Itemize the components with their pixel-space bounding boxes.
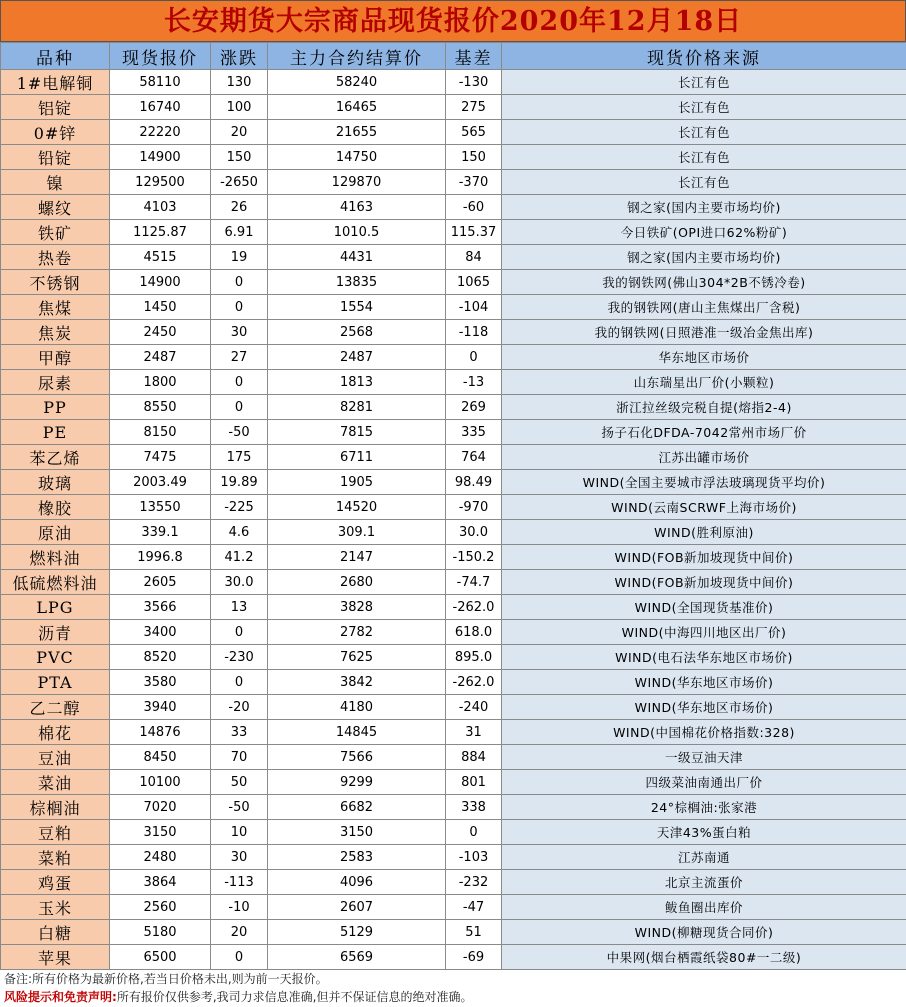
table-row	[1, 945, 906, 970]
table-row	[1, 470, 906, 495]
settlement-price: 2487	[268, 345, 446, 370]
basis: 115.37	[446, 220, 502, 245]
settlement-price: 6569	[268, 945, 446, 970]
price-source: 山东瑞星出厂价(小颗粒)	[502, 370, 906, 395]
price-change: 6.91	[211, 220, 268, 245]
spot-price: 4515	[110, 245, 211, 270]
price-change: 150	[211, 145, 268, 170]
spot-price: 16740	[110, 95, 211, 120]
disclaimer-label: 风险提示和免责声明:	[4, 990, 117, 1004]
table-row	[1, 545, 906, 570]
spot-price: 58110	[110, 70, 211, 95]
table-row	[1, 845, 906, 870]
product-name: PVC	[1, 645, 110, 670]
price-source: 24°棕榈油:张家港	[502, 795, 906, 820]
price-change: 30	[211, 845, 268, 870]
table-row	[1, 520, 906, 545]
product-name: 镍	[1, 170, 110, 195]
spot-price: 2450	[110, 320, 211, 345]
column-header: 基差	[446, 43, 502, 70]
product-name: 1#电解铜	[1, 70, 110, 95]
price-source: 我的钢铁网(日照港准一级冶金焦出库)	[502, 320, 906, 345]
settlement-price: 309.1	[268, 520, 446, 545]
settlement-price: 1010.5	[268, 220, 446, 245]
product-name: 玻璃	[1, 470, 110, 495]
product-name: PTA	[1, 670, 110, 695]
column-header: 主力合约结算价	[268, 43, 446, 70]
basis: 84	[446, 245, 502, 270]
product-name: 菜油	[1, 770, 110, 795]
spot-price: 3400	[110, 620, 211, 645]
settlement-price: 7625	[268, 645, 446, 670]
price-change: 20	[211, 920, 268, 945]
price-change: 0	[211, 395, 268, 420]
spot-price: 22220	[110, 120, 211, 145]
product-name: 鸡蛋	[1, 870, 110, 895]
column-header: 现货价格来源	[502, 43, 906, 70]
basis: 98.49	[446, 470, 502, 495]
basis: -13	[446, 370, 502, 395]
price-source: WIND(华东地区市场价)	[502, 670, 906, 695]
price-change: -50	[211, 795, 268, 820]
price-change: 19.89	[211, 470, 268, 495]
price-change: 50	[211, 770, 268, 795]
column-header: 现货报价	[110, 43, 211, 70]
product-name: 螺纹	[1, 195, 110, 220]
basis: 565	[446, 120, 502, 145]
settlement-price: 2583	[268, 845, 446, 870]
product-name: 豆油	[1, 745, 110, 770]
price-source: 今日铁矿(OPI进口62%粉矿)	[502, 220, 906, 245]
table-row	[1, 745, 906, 770]
basis: -262.0	[446, 595, 502, 620]
basis: -240	[446, 695, 502, 720]
basis: 1065	[446, 270, 502, 295]
settlement-price: 2568	[268, 320, 446, 345]
basis: -118	[446, 320, 502, 345]
column-header: 涨跌	[211, 43, 268, 70]
price-change: 130	[211, 70, 268, 95]
basis: -47	[446, 895, 502, 920]
price-change: 0	[211, 295, 268, 320]
spot-price: 2480	[110, 845, 211, 870]
price-source: 华东地区市场价	[502, 345, 906, 370]
price-source: 中果网(烟台栖霞纸袋80#一二级)	[502, 945, 906, 970]
product-name: 铁矿	[1, 220, 110, 245]
basis: 31	[446, 720, 502, 745]
price-change: 26	[211, 195, 268, 220]
table-row	[1, 270, 906, 295]
basis: 801	[446, 770, 502, 795]
price-source: WIND(柳糖现货合同价)	[502, 920, 906, 945]
price-source: 天津43%蛋白粕	[502, 820, 906, 845]
product-name: 白糖	[1, 920, 110, 945]
spot-price: 10100	[110, 770, 211, 795]
spot-price: 6500	[110, 945, 211, 970]
table-row	[1, 70, 906, 95]
product-name: 原油	[1, 520, 110, 545]
table-row	[1, 645, 906, 670]
table-row	[1, 870, 906, 895]
table-row	[1, 620, 906, 645]
product-name: 铝锭	[1, 95, 110, 120]
price-source: 我的钢铁网(佛山304*2B不锈冷卷)	[502, 270, 906, 295]
basis: -103	[446, 845, 502, 870]
table-row	[1, 195, 906, 220]
price-change: 0	[211, 620, 268, 645]
table-row	[1, 170, 906, 195]
product-name: 棉花	[1, 720, 110, 745]
settlement-price: 7815	[268, 420, 446, 445]
product-name: 玉米	[1, 895, 110, 920]
price-source: WIND(FOB新加坡现货中间价)	[502, 545, 906, 570]
basis: -232	[446, 870, 502, 895]
basis: -104	[446, 295, 502, 320]
table-row	[1, 595, 906, 620]
settlement-price: 6711	[268, 445, 446, 470]
price-source: 北京主流蛋价	[502, 870, 906, 895]
price-source: 长江有色	[502, 70, 906, 95]
basis: 764	[446, 445, 502, 470]
settlement-price: 16465	[268, 95, 446, 120]
column-header: 品种	[1, 43, 110, 70]
product-name: 不锈钢	[1, 270, 110, 295]
spot-price: 2560	[110, 895, 211, 920]
disclaimer-text: 所有报价仅供参考,我司力求信息准确,但并不保证信息的绝对准确。	[116, 990, 473, 1004]
table-row	[1, 445, 906, 470]
spot-price: 8550	[110, 395, 211, 420]
price-change: 0	[211, 670, 268, 695]
basis: 0	[446, 345, 502, 370]
table-row	[1, 795, 906, 820]
price-change: -2650	[211, 170, 268, 195]
product-name: 豆粕	[1, 820, 110, 845]
spot-price: 129500	[110, 170, 211, 195]
price-change: -50	[211, 420, 268, 445]
basis: 269	[446, 395, 502, 420]
price-change: 33	[211, 720, 268, 745]
spot-price: 1996.8	[110, 545, 211, 570]
note-text: 备注:所有价格为最新价格,若当日价格未出,则为前一天报价。	[4, 972, 328, 986]
product-name: 橡胶	[1, 495, 110, 520]
basis: 275	[446, 95, 502, 120]
price-change: -10	[211, 895, 268, 920]
product-name: 低硫燃料油	[1, 570, 110, 595]
sheet-title: 长安期货大宗商品现货报价2020年12月18日	[0, 0, 906, 42]
price-source: 浙江拉丝级完税自提(熔指2-4)	[502, 395, 906, 420]
settlement-price: 6682	[268, 795, 446, 820]
settlement-price: 5129	[268, 920, 446, 945]
settlement-price: 4431	[268, 245, 446, 270]
table-row	[1, 670, 906, 695]
basis: -130	[446, 70, 502, 95]
product-name: 焦煤	[1, 295, 110, 320]
price-source: WIND(胜利原油)	[502, 520, 906, 545]
price-change: 70	[211, 745, 268, 770]
basis: -262.0	[446, 670, 502, 695]
basis: 884	[446, 745, 502, 770]
price-source: WIND(FOB新加坡现货中间价)	[502, 570, 906, 595]
spot-price: 2605	[110, 570, 211, 595]
settlement-price: 21655	[268, 120, 446, 145]
table-row	[1, 420, 906, 445]
settlement-price: 3842	[268, 670, 446, 695]
settlement-price: 14520	[268, 495, 446, 520]
settlement-price: 13835	[268, 270, 446, 295]
price-source: WIND(云南SCRWF上海市场价)	[502, 495, 906, 520]
table-row	[1, 570, 906, 595]
product-name: 热卷	[1, 245, 110, 270]
settlement-price: 8281	[268, 395, 446, 420]
price-change: 10	[211, 820, 268, 845]
table-row	[1, 395, 906, 420]
settlement-price: 129870	[268, 170, 446, 195]
spot-price: 3580	[110, 670, 211, 695]
settlement-price: 3150	[268, 820, 446, 845]
product-name: 尿素	[1, 370, 110, 395]
price-change: 27	[211, 345, 268, 370]
table-row	[1, 820, 906, 845]
price-change: -113	[211, 870, 268, 895]
settlement-price: 58240	[268, 70, 446, 95]
price-source: 长江有色	[502, 170, 906, 195]
basis: 895.0	[446, 645, 502, 670]
spot-price: 14876	[110, 720, 211, 745]
product-name: 苹果	[1, 945, 110, 970]
spot-price: 8150	[110, 420, 211, 445]
product-name: 焦炭	[1, 320, 110, 345]
basis: -150.2	[446, 545, 502, 570]
price-change: 0	[211, 270, 268, 295]
product-name: 苯乙烯	[1, 445, 110, 470]
price-source: WIND(电石法华东地区市场价)	[502, 645, 906, 670]
basis: 618.0	[446, 620, 502, 645]
settlement-price: 14845	[268, 720, 446, 745]
price-source: WIND(全国现货基准价)	[502, 595, 906, 620]
settlement-price: 14750	[268, 145, 446, 170]
settlement-price: 1813	[268, 370, 446, 395]
table-row	[1, 695, 906, 720]
price-change: 0	[211, 370, 268, 395]
product-name: 乙二醇	[1, 695, 110, 720]
table-row	[1, 295, 906, 320]
basis: 51	[446, 920, 502, 945]
product-name: 菜粕	[1, 845, 110, 870]
price-source: WIND(中国棉花价格指数:328)	[502, 720, 906, 745]
price-source: 长江有色	[502, 145, 906, 170]
settlement-price: 4163	[268, 195, 446, 220]
table-row	[1, 220, 906, 245]
basis: -69	[446, 945, 502, 970]
table-row	[1, 920, 906, 945]
price-change: 41.2	[211, 545, 268, 570]
product-name: 燃料油	[1, 545, 110, 570]
price-source: 一级豆油天津	[502, 745, 906, 770]
price-change: -225	[211, 495, 268, 520]
price-change: -230	[211, 645, 268, 670]
price-source: WIND(中海四川地区出厂价)	[502, 620, 906, 645]
basis: 338	[446, 795, 502, 820]
table-row	[1, 95, 906, 120]
price-change: 30	[211, 320, 268, 345]
price-source: 长江有色	[502, 120, 906, 145]
price-change: 100	[211, 95, 268, 120]
spot-price: 3566	[110, 595, 211, 620]
table-row	[1, 770, 906, 795]
spot-price: 8450	[110, 745, 211, 770]
basis: -970	[446, 495, 502, 520]
price-change: -20	[211, 695, 268, 720]
settlement-price: 4180	[268, 695, 446, 720]
table-row	[1, 320, 906, 345]
price-source: 江苏出罐市场价	[502, 445, 906, 470]
price-change: 20	[211, 120, 268, 145]
price-source: 江苏南通	[502, 845, 906, 870]
product-name: 沥青	[1, 620, 110, 645]
settlement-price: 3828	[268, 595, 446, 620]
spot-price: 339.1	[110, 520, 211, 545]
table-row	[1, 345, 906, 370]
spot-price: 2487	[110, 345, 211, 370]
table-row	[1, 895, 906, 920]
spot-price: 14900	[110, 270, 211, 295]
settlement-price: 2782	[268, 620, 446, 645]
product-name: 甲醇	[1, 345, 110, 370]
note-line	[0, 970, 906, 988]
price-change: 30.0	[211, 570, 268, 595]
price-change: 13	[211, 595, 268, 620]
price-source: WIND(全国主要城市浮法玻璃现货平均价)	[502, 470, 906, 495]
table-row	[1, 495, 906, 520]
spot-price: 3864	[110, 870, 211, 895]
price-source: 长江有色	[502, 95, 906, 120]
basis: -370	[446, 170, 502, 195]
spot-price: 1450	[110, 295, 211, 320]
table-row	[1, 245, 906, 270]
price-source: 四级菜油南通出厂价	[502, 770, 906, 795]
table-row	[1, 120, 906, 145]
settlement-price: 4096	[268, 870, 446, 895]
spot-price: 1800	[110, 370, 211, 395]
disclaimer-line	[0, 988, 906, 1006]
product-name: LPG	[1, 595, 110, 620]
price-source: 我的钢铁网(唐山主焦煤出厂含税)	[502, 295, 906, 320]
price-source: WIND(华东地区市场价)	[502, 695, 906, 720]
product-name: 0#锌	[1, 120, 110, 145]
settlement-price: 1905	[268, 470, 446, 495]
spot-price: 1125.87	[110, 220, 211, 245]
basis: 0	[446, 820, 502, 845]
spot-price: 5180	[110, 920, 211, 945]
price-change: 19	[211, 245, 268, 270]
spot-price: 3940	[110, 695, 211, 720]
table-row	[1, 145, 906, 170]
spot-price: 2003.49	[110, 470, 211, 495]
spot-price: 4103	[110, 195, 211, 220]
product-name: 铅锭	[1, 145, 110, 170]
price-change: 0	[211, 945, 268, 970]
price-source: 钢之家(国内主要市场均价)	[502, 195, 906, 220]
basis: 335	[446, 420, 502, 445]
spot-price: 7475	[110, 445, 211, 470]
product-name: PE	[1, 420, 110, 445]
basis: 30.0	[446, 520, 502, 545]
settlement-price: 7566	[268, 745, 446, 770]
price-source: 扬子石化DFDA-7042常州市场厂价	[502, 420, 906, 445]
settlement-price: 2607	[268, 895, 446, 920]
settlement-price: 2680	[268, 570, 446, 595]
price-table	[0, 42, 906, 970]
product-name: PP	[1, 395, 110, 420]
price-change: 175	[211, 445, 268, 470]
settlement-price: 9299	[268, 770, 446, 795]
product-name: 棕榈油	[1, 795, 110, 820]
basis: 150	[446, 145, 502, 170]
settlement-price: 2147	[268, 545, 446, 570]
table-row	[1, 370, 906, 395]
spot-price: 14900	[110, 145, 211, 170]
price-source: 钢之家(国内主要市场均价)	[502, 245, 906, 270]
basis: -60	[446, 195, 502, 220]
spot-price: 13550	[110, 495, 211, 520]
table-row	[1, 720, 906, 745]
price-change: 4.6	[211, 520, 268, 545]
spot-price: 8520	[110, 645, 211, 670]
settlement-price: 1554	[268, 295, 446, 320]
spot-price: 7020	[110, 795, 211, 820]
price-source: 鲅鱼圈出库价	[502, 895, 906, 920]
header-row	[1, 43, 906, 70]
spot-price: 3150	[110, 820, 211, 845]
basis: -74.7	[446, 570, 502, 595]
